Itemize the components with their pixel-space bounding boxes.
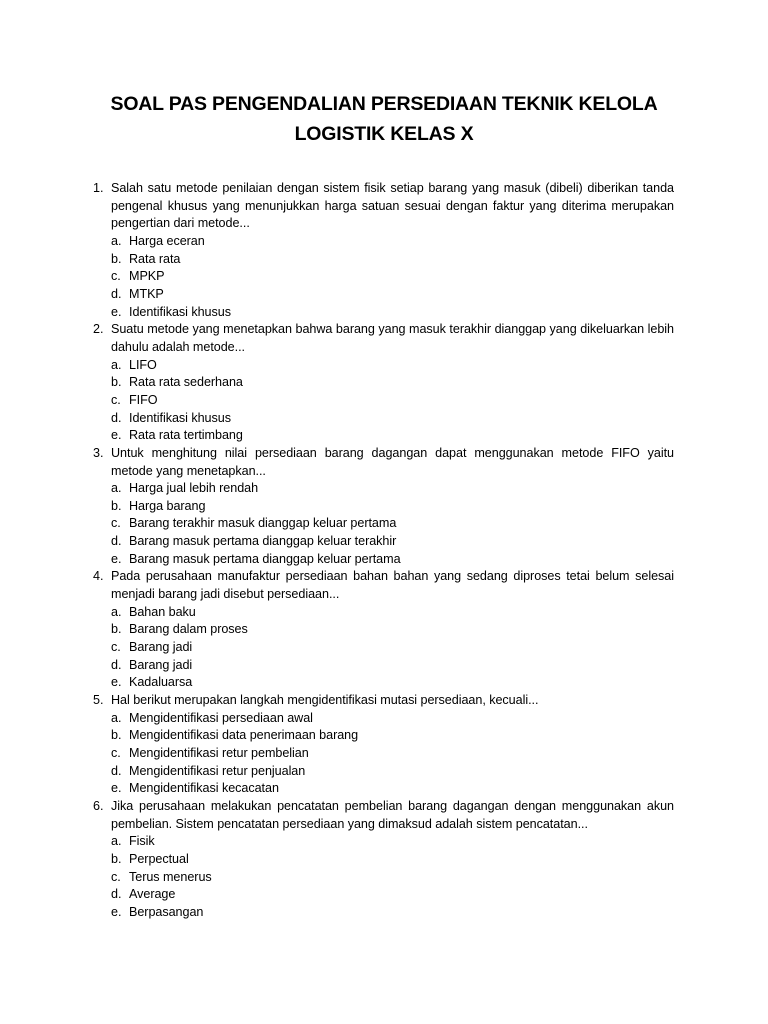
answer-option <box>111 604 674 622</box>
option-letter: e. <box>111 904 122 919</box>
answer-option <box>111 710 674 728</box>
question-text: Pada perusahaan manufaktur persediaan bahan bahan yang sedang diproses tetai belum selesai menjadi barang jadi disebut persediaan... <box>111 569 674 602</box>
option-text: Rata rata tertimbang <box>129 428 243 443</box>
answer-option <box>111 480 674 498</box>
option-letter: d. <box>111 534 122 549</box>
option-letter: a. <box>111 834 122 849</box>
question-number: 2. <box>93 322 104 337</box>
option-text: MTKP <box>129 286 164 301</box>
answer-option <box>111 268 674 286</box>
option-letter: b. <box>111 622 122 637</box>
option-letter: a. <box>111 233 122 248</box>
option-letter: d. <box>111 286 122 301</box>
option-letter: b. <box>111 251 122 266</box>
question-item <box>93 798 674 922</box>
answer-option <box>111 657 674 675</box>
option-text: Barang jadi <box>129 657 193 672</box>
answer-option <box>111 427 674 445</box>
answer-option <box>111 304 674 322</box>
option-letter: a. <box>111 357 122 372</box>
question-list <box>93 180 674 922</box>
option-text: Harga jual lebih rendah <box>129 481 259 496</box>
option-text: Mengidentifikasi persediaan awal <box>129 710 313 725</box>
answer-option <box>111 886 674 904</box>
question-item <box>93 180 674 321</box>
question-item <box>93 445 674 569</box>
answer-option <box>111 904 674 922</box>
option-letter: c. <box>111 392 121 407</box>
option-text: Mengidentifikasi retur pembelian <box>129 746 309 760</box>
title-line-2: LOGISTIK KELAS X <box>294 123 474 145</box>
option-letter: e. <box>111 428 122 443</box>
option-text: Average <box>129 887 176 902</box>
option-text: Mengidentifikasi kecacatan <box>129 781 279 796</box>
question-number: 4. <box>93 569 104 584</box>
option-text: Fisik <box>129 834 155 849</box>
answer-option <box>111 869 674 887</box>
option-text: Rata rata <box>129 251 181 266</box>
option-text: Harga eceran <box>129 233 205 248</box>
question-text: Salah satu metode penilaian dengan sistem fisik setiap barang yang masuk (dibeli) diberikan tanda pengenal khusus yang menunjukkan harga satuan sesuai dengan faktur yang diterima merupakan pengertian dari metode... <box>111 181 674 231</box>
question-number: 5. <box>93 693 104 708</box>
option-text: LIFO <box>129 357 157 372</box>
title-line-1: SOAL PAS PENGENDALIAN PERSEDIAAN TEKNIK KELOLA <box>110 93 658 115</box>
page-title <box>60 89 708 149</box>
option-text: FIFO <box>129 392 158 407</box>
option-letter: c. <box>111 269 121 284</box>
option-text: Bahan baku <box>129 604 196 619</box>
option-letter: e. <box>111 781 122 796</box>
option-letter: d. <box>111 410 122 425</box>
answer-option <box>111 851 674 869</box>
option-text: Rata rata sederhana <box>129 375 243 390</box>
answer-option <box>111 286 674 304</box>
answer-option <box>111 533 674 551</box>
option-text: Identifikasi khusus <box>129 410 231 425</box>
option-text: Terus menerus <box>129 869 212 884</box>
option-text: Barang dalam proses <box>129 622 248 637</box>
option-text: Mengidentifikasi retur penjualan <box>129 763 306 778</box>
option-text: Kadaluarsa <box>129 675 193 690</box>
answer-option <box>111 410 674 428</box>
answer-option <box>111 639 674 657</box>
question-text: Untuk menghitung nilai persediaan barang dagangan dapat menggunakan metode FIFO yaitu metode yang menetapkan... <box>111 445 674 478</box>
answer-option <box>111 621 674 639</box>
answer-option <box>111 551 674 569</box>
option-text: Mengidentifikasi data penerimaan barang <box>129 728 359 743</box>
option-letter: c. <box>111 869 121 884</box>
option-letter: a. <box>111 710 122 725</box>
question-text: Suatu metode yang menetapkan bahwa barang yang masuk terakhir dianggap yang dikeluarkan lebih dahulu adalah metode... <box>111 322 674 354</box>
question-item <box>93 568 674 692</box>
answer-option <box>111 251 674 269</box>
option-letter: d. <box>111 657 122 672</box>
option-text: Berpasangan <box>129 904 204 919</box>
option-letter: a. <box>111 481 122 496</box>
answer-option <box>111 392 674 410</box>
option-letter: d. <box>111 763 122 778</box>
answer-option <box>111 233 674 251</box>
option-text: Barang jadi <box>129 640 193 655</box>
question-number: 3. <box>93 445 104 460</box>
option-text: MPKP <box>129 269 165 284</box>
question-text: Hal berikut merupakan langkah mengidentifikasi mutasi persediaan, kecuali... <box>111 693 539 708</box>
question-item <box>93 692 674 798</box>
option-text: Harga barang <box>129 498 206 513</box>
option-letter: c. <box>111 516 121 531</box>
question-text: Jika perusahaan melakukan pencatatan pembelian barang dagangan dengan menggunakan akun pembelian. Sistem pencatatan persediaan yang dimaksud adalah sistem pencatatan... <box>111 798 674 831</box>
option-letter: c. <box>111 640 121 655</box>
answer-option <box>111 727 674 745</box>
question-number: 6. <box>93 798 104 813</box>
option-letter: a. <box>111 604 122 619</box>
answer-option <box>111 498 674 516</box>
question-item <box>93 321 674 445</box>
answer-option <box>111 780 674 798</box>
answer-option <box>111 745 674 763</box>
answer-option <box>111 374 674 392</box>
option-text: Identifikasi khusus <box>129 304 231 319</box>
question-number: 1. <box>93 181 104 195</box>
option-letter: e. <box>111 551 122 566</box>
option-letter: b. <box>111 728 122 743</box>
option-text: Barang terakhir masuk dianggap keluar pertama <box>129 516 397 531</box>
option-letter: b. <box>111 498 122 513</box>
option-text: Barang masuk pertama dianggap keluar pertama <box>129 551 401 566</box>
option-text: Barang masuk pertama dianggap keluar terakhir <box>129 534 397 549</box>
option-text: Perpectual <box>129 851 189 866</box>
answer-option <box>111 833 674 851</box>
answer-option <box>111 357 674 375</box>
option-letter: e. <box>111 304 122 319</box>
answer-option <box>111 515 674 533</box>
option-letter: b. <box>111 375 122 390</box>
option-letter: e. <box>111 675 122 690</box>
option-letter: b. <box>111 851 122 866</box>
answer-option <box>111 763 674 781</box>
answer-option <box>111 674 674 692</box>
option-letter: c. <box>111 746 121 760</box>
option-letter: d. <box>111 887 122 902</box>
